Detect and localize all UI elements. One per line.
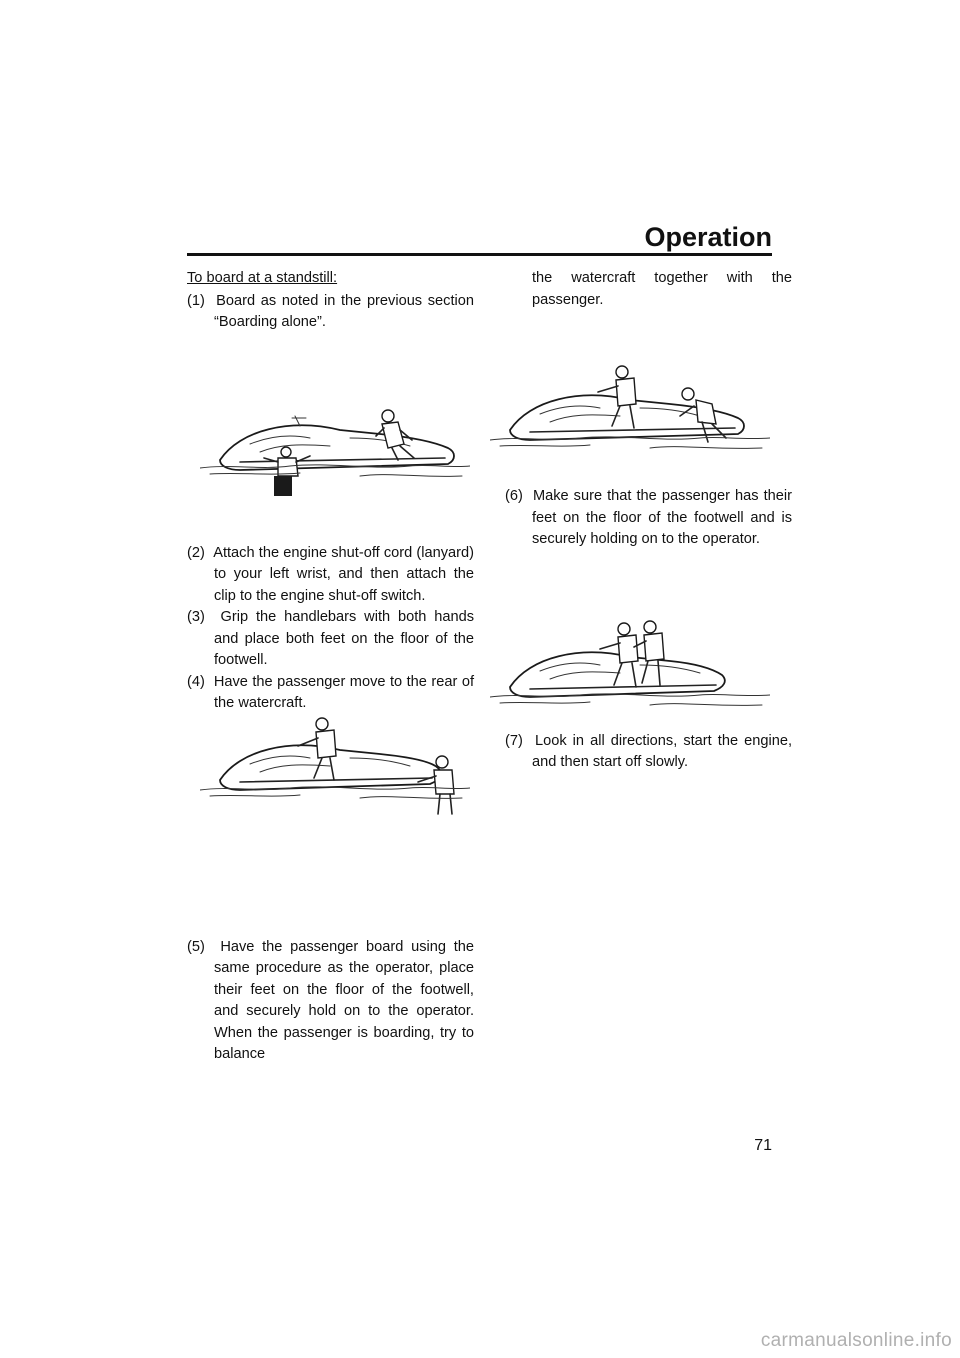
- step-label: (7): [505, 732, 523, 749]
- step-1: [187, 291, 474, 334]
- step-text: the watercraft together with the passenger.: [532, 270, 792, 308]
- page-title: Operation: [644, 222, 772, 252]
- step-text: Look in all directions, start the engine, and then start off slowly.: [532, 732, 792, 770]
- left-column: [187, 268, 474, 1066]
- step-label: (1): [187, 292, 205, 309]
- step-text: Attach the engine shut-off cord (lanyard) to your left wrist, and then attach the clip to the engine shut-off switch.: [213, 544, 475, 604]
- footer-watermark-url: carmanualsonline.info: [760, 1330, 952, 1351]
- step-text: Make sure that the passenger has their feet on the floor of the footwell and is securely holding on to the operator.: [532, 488, 792, 547]
- step-2: [187, 543, 474, 608]
- step-label: (3): [187, 609, 205, 625]
- watercraft-illustration: [200, 708, 470, 828]
- step-6: [505, 486, 792, 551]
- step-label: (4): [187, 673, 205, 690]
- step-5-continuation: [505, 268, 792, 311]
- figure-boarding-operator: [200, 400, 470, 500]
- figure-passenger-boarding: [490, 360, 770, 470]
- watercraft-illustration: [200, 400, 470, 500]
- watercraft-illustration: [490, 360, 770, 470]
- step-label: (6): [505, 488, 523, 504]
- step-5: [187, 937, 474, 1066]
- step-3: [187, 607, 474, 672]
- step-text: Board as noted in the previous section “Boarding alone”.: [214, 292, 474, 330]
- step-text: Have the passenger board using the same procedure as the operator, place their feet on the floor of the footwell, and securely hold on to the operator. When the passenger is boarding, try to balance: [214, 938, 474, 1062]
- page-number: 71: [754, 1137, 772, 1154]
- step-7: [505, 731, 792, 774]
- step-text: Have the passenger move to the rear of the watercraft.: [213, 673, 474, 711]
- figure-both-seated: [490, 615, 770, 725]
- step-label: (2): [187, 544, 205, 561]
- figure-passenger-approach: [200, 708, 470, 828]
- step-text: Grip the handlebars with both hands and place both feet on the floor of the footwell.: [214, 609, 474, 668]
- watercraft-illustration: [490, 615, 770, 725]
- step-label: (5): [187, 938, 205, 955]
- header-rule: [187, 253, 772, 256]
- section-subheading: To board at a standstill:: [187, 270, 338, 286]
